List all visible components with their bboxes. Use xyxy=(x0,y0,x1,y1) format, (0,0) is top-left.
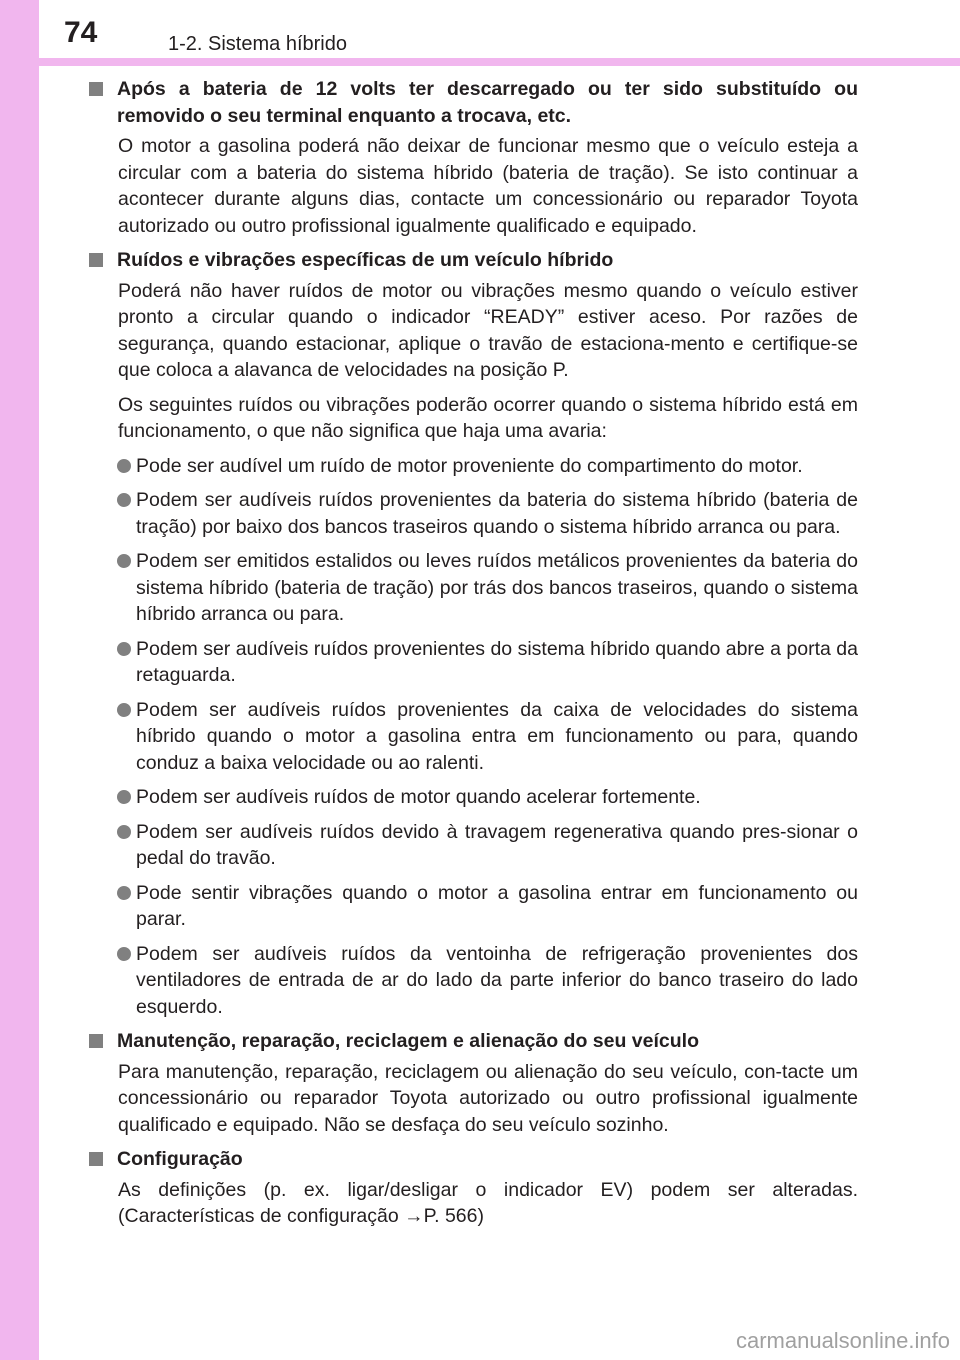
round-bullet-icon xyxy=(117,642,131,656)
paragraph: Para manutenção, reparação, reciclagem ou alienação do seu veículo, con-tacte um concessionário ou reparador Toyota autorizado ou outro profissional igualmente qualificado e equipado. Não se desfaça do seu veículo sozinho. xyxy=(118,1060,858,1136)
list-item-text: Podem ser audíveis ruídos provenientes do sistema híbrido quando abre a porta da retaguarda. xyxy=(136,637,858,686)
section-title: 1-2. Sistema híbrido xyxy=(168,33,347,55)
heading-text: Ruídos e vibrações específicas de um veículo híbrido xyxy=(117,249,614,271)
list-item xyxy=(88,487,858,540)
list-item xyxy=(88,819,858,872)
section-heading xyxy=(88,1028,858,1055)
square-bullet-icon xyxy=(89,1034,103,1048)
section-configuration xyxy=(88,1146,858,1230)
list-item xyxy=(88,636,858,689)
list-item-text: Podem ser audíveis ruídos devido à travagem regenerativa quando pres-sionar o pedal do travão. xyxy=(136,820,858,869)
round-bullet-icon xyxy=(117,825,131,839)
section-heading xyxy=(88,247,858,274)
section-heading xyxy=(88,1146,858,1173)
list-item-text: Pode ser audível um ruído de motor proveniente do compartimento do motor. xyxy=(136,454,803,477)
paragraph: As definições (p. ex. ligar/desligar o indicador EV) podem ser alteradas. (Características de configuração →P. 566) xyxy=(118,1178,858,1227)
heading-text: Manutenção, reparação, reciclagem e alienação do seu veículo xyxy=(117,1030,699,1052)
square-bullet-icon xyxy=(89,253,103,267)
round-bullet-icon xyxy=(117,459,131,473)
round-bullet-icon xyxy=(117,493,131,507)
list-item-text: Podem ser audíveis ruídos provenientes da caixa de velocidades do sistema híbrido quando o motor a gasolina entra em funcionamento ou para, quando conduz a baixa velocidade ou ao ralenti. xyxy=(136,698,858,774)
section-maintenance xyxy=(88,1028,858,1138)
list-item-text: Pode sentir vibrações quando o motor a gasolina entrar em funcionamento ou parar. xyxy=(136,881,858,930)
square-bullet-icon xyxy=(89,1152,103,1166)
watermark: carmanualsonline.info xyxy=(735,1328,950,1353)
side-color-band xyxy=(0,0,39,1360)
paragraph: O motor a gasolina poderá não deixar de funcionar mesmo que o veículo esteja a circular com a bateria do sistema híbrido (bateria de tração). Se isto continuar a acontecer durante alguns dias, contacte um concessionário ou reparador Toyota autorizado ou outro profissional igualmente qualificado e equipado. xyxy=(118,135,858,237)
list-item xyxy=(88,941,858,1021)
section-battery-reset xyxy=(88,76,858,239)
section-heading xyxy=(88,76,858,129)
list-item-text: Podem ser emitidos estalidos ou leves ruídos metálicos provenientes da bateria do sistema híbrido (bateria de tração) por trás dos bancos traseiros, quando o sistema híbrido arranca ou para. xyxy=(136,550,858,625)
round-bullet-icon xyxy=(117,554,131,568)
page-number: 74 xyxy=(64,16,98,49)
round-bullet-icon xyxy=(117,947,131,961)
list-item-text: Podem ser audíveis ruídos provenientes da bateria do sistema híbrido (bateria de tração) por baixo dos bancos traseiros quando o sistema híbrido arranca ou para. xyxy=(136,489,858,538)
heading-text: Após a bateria de 12 volts ter descarregado ou ter sido substituído ou removido o seu terminal enquanto a trocava, etc. xyxy=(117,78,858,127)
list-item xyxy=(88,880,858,933)
list-item-text: Podem ser audíveis ruídos da ventoinha de refrigeração provenientes dos ventiladores de entrada de ar do lado da parte inferior do banco traseiro do lado esquerdo. xyxy=(136,942,858,1018)
paragraph: Os seguintes ruídos ou vibrações poderão ocorrer quando o sistema híbrido está em funcionamento, o que não significa que haja uma avaria: xyxy=(118,393,858,442)
round-bullet-icon xyxy=(117,886,131,900)
heading-text: Configuração xyxy=(117,1148,243,1170)
list-item xyxy=(88,453,858,480)
square-bullet-icon xyxy=(89,82,103,96)
list-item xyxy=(88,784,858,811)
round-bullet-icon xyxy=(117,703,131,717)
list-item-text: Podem ser audíveis ruídos de motor quando acelerar fortemente. xyxy=(136,786,701,808)
paragraph: Poderá não haver ruídos de motor ou vibrações mesmo quando o veículo estiver pronto a circular quando o indicador “READY” estiver aceso. Por razões de segurança, quando estacionar, aplique o travão de estaciona-mento e certifique-se que coloca a alavanca de velocidades na posição P. xyxy=(118,279,858,381)
list-item xyxy=(88,697,858,777)
round-bullet-icon xyxy=(117,790,131,804)
page-content xyxy=(88,76,858,1238)
list-item xyxy=(88,548,858,628)
section-hybrid-noises xyxy=(88,247,858,1020)
